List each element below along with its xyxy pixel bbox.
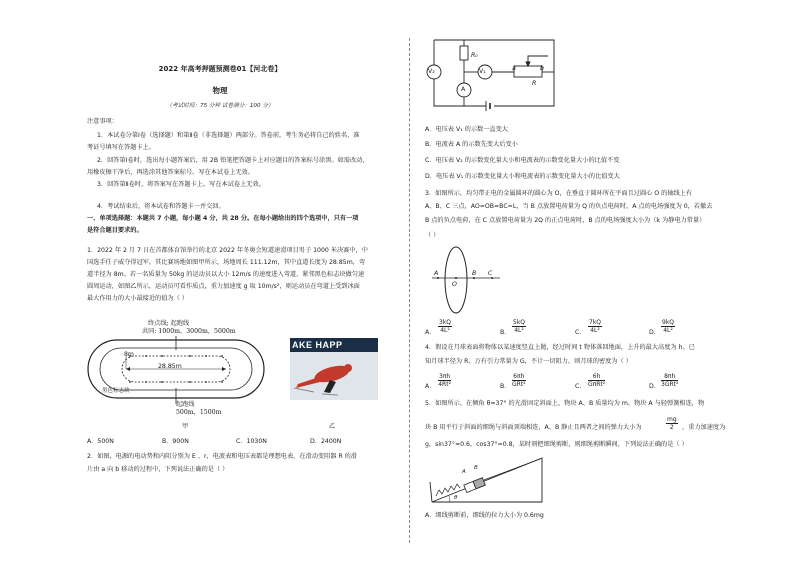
q1-line: 最大作用力的大小最接近的值为（ ） [87,295,188,302]
exam-meta: （考试时间：75 分钟 试卷满分：100 分） [166,103,274,109]
finish-line-label: 终点线; 起跑线 [148,320,190,327]
q1-option-b[interactable]: B．900N [162,438,189,445]
column-divider [409,38,410,543]
q1-line: 圆周运动，如图乙所示，运动员可看作质点，重力加速度 g 取 10m/s²，则运动员在弯道上受到冰面 [87,283,360,290]
q4-line: 4．假设在月球表面将物体以某速度竖直上抛，经过时间 t 物体落回地面，上升的最大高度为 h。已 [425,344,695,351]
q2-option-d[interactable]: D．电压表 V₁ 的示数变化量大小和电流表的示数变化量大小的比值变大 [425,173,620,180]
block-b-label: B [474,465,478,471]
numerator: mg [667,416,677,423]
q5-fraction [666,416,678,431]
option-fraction [438,373,451,388]
numerator: 8πh [661,373,678,381]
notes-heading: 注意事项： [87,118,118,125]
option-label: B． [500,329,511,336]
numerator: 7kQ [589,319,602,326]
q2-option-b[interactable]: B．电流表 A 的示数先变大后变小 [425,141,518,148]
point-o-label: O [452,281,457,288]
q1-option-c[interactable]: C．1030N [236,438,267,445]
point-b-label: B [472,270,477,277]
numerator: 3kQ [439,319,452,326]
q4-line: 知月球半径为 R、万有引力常量为 G，不计一切阻力，则月球的密度为（ ） [425,358,632,365]
q1-option-d[interactable]: D．2400N [310,438,342,445]
voltmeter-v1-label: V₁ [479,68,486,75]
notes-item: 4．考试结束后，将本试卷和答题卡一并交回。 [97,203,225,210]
figure-caption: 甲 [182,423,189,430]
option-fraction [512,373,526,388]
slider-b-label: b [540,65,544,72]
numerator: 6πh [513,373,525,380]
q2-option-a[interactable]: A．电压表 V₁ 的示数一直变大 [425,126,508,133]
option-fraction [512,319,526,334]
exam-title: 2022 年高考押题预测卷01【河北卷】 [158,65,282,73]
photo-caption: 乙 [329,423,336,430]
option-label: A． [425,383,436,390]
option-label: B． [500,383,511,390]
start-line-label: 起跑线 [176,401,195,408]
q1-line: 道半径为 8m。若一名质量为 50kg 的运动员以大小 12m/s 的速度进入弯道，紧邻黑色标志块做匀速 [87,271,365,278]
marker-block-label: 黑色标志块 [102,388,130,394]
slider-a-label: a [512,65,516,72]
incline-drawing [426,452,546,506]
point-c-label: C [488,270,493,277]
option-fraction [661,373,678,388]
option-label: D． [649,329,660,336]
track-drawing [86,336,266,406]
q5-line: g，sin37°=0.6，cos37°=0.8，某时刻把细绳剪断，则细绳剪断瞬间，下列说法正确的是（ ） [425,441,688,448]
denominator: GRt² [512,381,526,388]
option-fraction [588,373,605,388]
radius-label: 8m [124,351,134,358]
denominator: 4L² [663,327,673,334]
denominator: 4L² [590,327,600,334]
start-distances-label: 500m，1500m [176,409,222,416]
numerator: 5kQ [513,319,526,326]
resistor-r0-label: R₀ [471,52,478,59]
circuit-drawing [424,36,564,116]
skater-photo [290,338,378,400]
section-heading: 一、单项选择题：本题共 7 小题，每小题 4 分，共 28 分。在每小题给出的四个选项中，只有一项 [87,215,359,222]
q3-line: A、B、C 三点，AO=OB=BC=L，当 B 点放置电荷量为 Q 的负点电荷时，A 点的电场强度为 0，若撤去 [425,203,713,210]
q5-option-a[interactable]: A．细线剪断前，细线的拉力大小为 0.6mg [425,512,544,519]
numerator: 6h [588,373,605,381]
notes-item: 考证号填写在答题卡上。 [87,144,156,151]
subject-title: 物理 [212,86,228,95]
q2-line: 片由 a 向 b 移动的过程中，下列说法正确的是（ ） [87,466,229,473]
ring-drawing [430,244,510,318]
q3-line: 3．如图所示，均匀带正电的金属圆环的圆心为 O，在垂直于圆环所在平面且过圆心 O 的轴线上有 [425,190,693,197]
option-label: D． [649,383,660,390]
notes-item: 用橡皮擦干净后，再选涂其他答案标号。写在本试卷上无效。 [87,169,255,176]
option-label: C． [575,383,586,390]
denominator: 4Rt² [438,381,451,388]
q2-option-c[interactable]: C．电压表 V₂ 的示数变化量大小和电流表的示数变化量大小的比值不变 [425,157,620,164]
option-label: A． [425,329,436,336]
q1-line: 1．2022 年 2 月 7 日在首都体育馆举行的北京 2022 年冬奥会短道速滑项目男子 1000 米决赛中，中 [87,247,368,254]
denominator: 2 [669,424,674,431]
section-heading-cont: 是符合题目要求的。 [87,227,143,234]
option-fraction [588,319,602,334]
q1-option-a[interactable]: A．500N [87,438,114,445]
block-a-label: A [462,469,466,475]
notes-item: 2．回答第Ⅰ卷时，选出每小题答案后，用 2B 铅笔把答题卡上对应题目的答案标号涂黑。如需改动， [97,157,369,164]
q3-line: （ ） [425,232,440,239]
straight-length-label: 28.85m [158,363,182,370]
ammeter-label: A [461,86,466,93]
denominator: GπRt² [588,381,606,388]
denominator: 4L² [514,327,524,334]
q5-line-tail: ，重力加速度为 [682,424,726,431]
q2-line: 2．如图，电源的电动势和内阻分别为 E 、r，电流表和电压表都是理想电表，在滑动变阻器 R 的滑 [87,453,358,460]
notes-item: 3．回答第Ⅱ卷时，将答案写在答题卡上。写在本试卷上无效。 [97,181,265,188]
q5-line: 块 B 用平行于斜面的细绳与斜面顶端相连，A、B 静止且两者之间的弹力大小为 [425,424,642,431]
skater-figure [290,338,378,400]
numerator: 3πh [439,373,451,380]
q5-line: 5．如图所示，在倾角 θ=37° 的光滑固定斜面上，物块 A、B 质量均为 m，物块 A 与轻弹簧相连，物 [425,400,705,407]
point-a-label: A [434,270,439,277]
numerator: 9kQ [662,319,675,326]
angle-theta-label: θ [454,495,458,501]
option-fraction [661,319,675,334]
option-fraction [438,319,452,334]
q3-line: B 点的负点电荷，在 C 点放置电荷量为 2Q 的正点电荷时，B 点的电场强度大小为（k 为静电力常量） [425,217,706,224]
common-distances-label: 共同: 1000m，3000m，5000m [142,328,236,335]
option-label: C． [575,329,586,336]
denominator: 4L² [440,327,450,334]
notes-item: 1．本试卷分第Ⅰ卷（选择题）和第Ⅱ卷（非选择题）两部分。答卷前，考生务必将自己的姓名、准 [97,132,360,139]
denominator: 3GRt² [661,381,679,388]
q1-line: 国选手任子威夺得冠军，其比赛场地如图甲所示，场地周长 111.12m，其中直道长度为 28.85m，弯 [87,259,366,266]
rheostat-r-label: R [532,80,537,87]
photo-banner-text: AKE HAPP [292,340,343,350]
voltmeter-v2-label: V₂ [428,68,435,75]
